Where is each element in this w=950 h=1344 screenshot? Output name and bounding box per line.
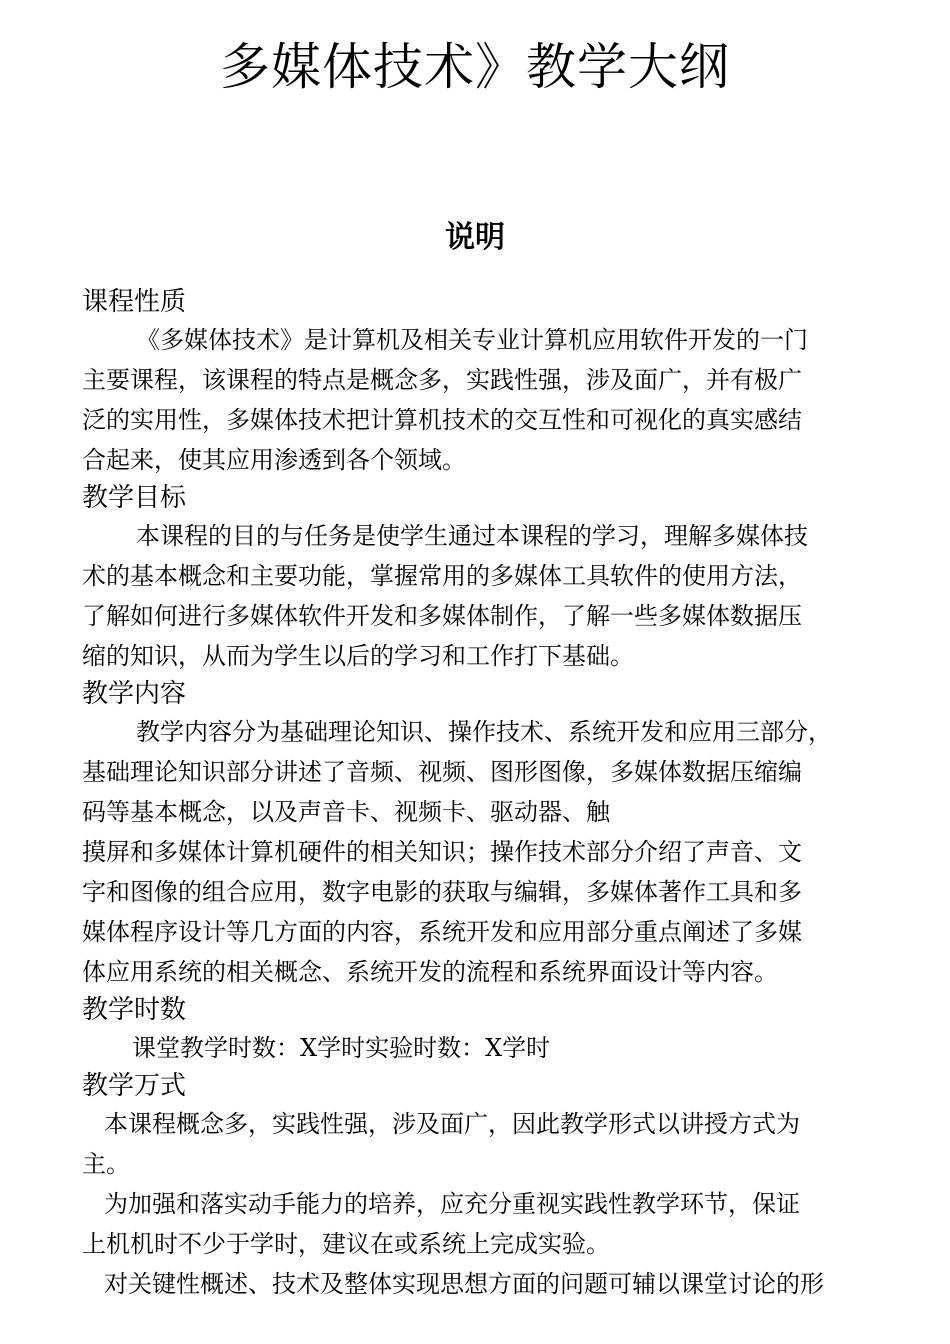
heading-teaching-hours: 教学时数 <box>82 995 187 1025</box>
text-line: 术的基本概念和主要功能，掌握常用的多媒体工具软件的使用方法， <box>82 562 802 590</box>
text-line: 缩的知识，从而为学生以后的学习和工作打下基础。 <box>82 642 634 670</box>
document-body <box>82 284 882 1304</box>
text-line: 为加强和落实动手能力的培养，应充分重视实践性教学环节，保证 <box>104 1190 800 1218</box>
heading-teaching-method: 教学万式 <box>82 1071 187 1101</box>
text-line: 摸屏和多媒体计算机硬件的相关知识；操作技术部分介绍了声音、文 <box>82 838 802 866</box>
text-line: 体应用系统的相关概念、系统开发的流程和系统界面设计等内容。 <box>82 958 778 986</box>
text-line: 上机机时不少于学时，建议在或系统上完成实验。 <box>82 1230 610 1258</box>
text-line: 了解如何进行多媒体软件开发和多媒体制作，了解一些多媒体数据压 <box>82 602 802 630</box>
heading-course-nature: 课程性质 <box>82 287 187 317</box>
document-title: 多媒体技术》教学大纲 <box>220 38 730 96</box>
section-subtitle: 说明 <box>445 220 505 255</box>
text-line: 课堂教学时数：X学时实验时数：X学时 <box>132 1034 551 1062</box>
paragraph-teaching-goals <box>82 516 882 676</box>
text-line: 基础理论知识部分讲述了音频、视频、图形图像，多媒体数据压缩编 <box>82 758 802 786</box>
paragraph-teaching-content <box>82 712 882 992</box>
text-line: 码等基本概念，以及声音卡、视频卡、驱动器、触 <box>82 798 610 826</box>
text-line: 字和图像的组合应用，数字电影的获取与编辑，多媒体著作工具和多 <box>82 878 802 906</box>
paragraph-teaching-method-3 <box>82 1264 882 1304</box>
paragraph-course-nature <box>82 320 882 480</box>
text-line: 对关键性概述、技术及整体实现思想方面的问题可辅以课堂讨论的形 <box>104 1270 824 1298</box>
text-line: 本课程的目的与任务是使学生通过本课程的学习，理解多媒体技 <box>136 522 808 550</box>
text-line: 教学内容分为基础理论知识、操作技术、系统开发和应用三部分， <box>136 718 832 746</box>
heading-teaching-goals: 教学目标 <box>82 483 187 513</box>
text-line: 《多媒体技术》是计算机及相关专业计算机应用软件开发的一门 <box>136 326 808 354</box>
heading-teaching-content: 教学内容 <box>82 679 187 709</box>
paragraph-teaching-method-1 <box>82 1104 882 1184</box>
text-line: 本课程概念多，实践性强，涉及面广，因此教学形式以讲授方式为 <box>104 1110 800 1138</box>
text-line: 泛的实用性，多媒体技术把计算机技术的交互性和可视化的真实感结 <box>82 406 802 434</box>
text-line: 主要课程，该课程的特点是概念多，实践性强，涉及面广，并有极广 <box>82 366 802 394</box>
text-line: 合起来，使其应用渗透到各个领域。 <box>82 446 466 474</box>
paragraph-teaching-method-2 <box>82 1184 882 1264</box>
text-line: 主。 <box>82 1150 130 1178</box>
text-line: 媒体程序设计等几方面的内容，系统开发和应用部分重点阐述了多媒 <box>82 918 802 946</box>
paragraph-teaching-hours <box>82 1028 882 1068</box>
